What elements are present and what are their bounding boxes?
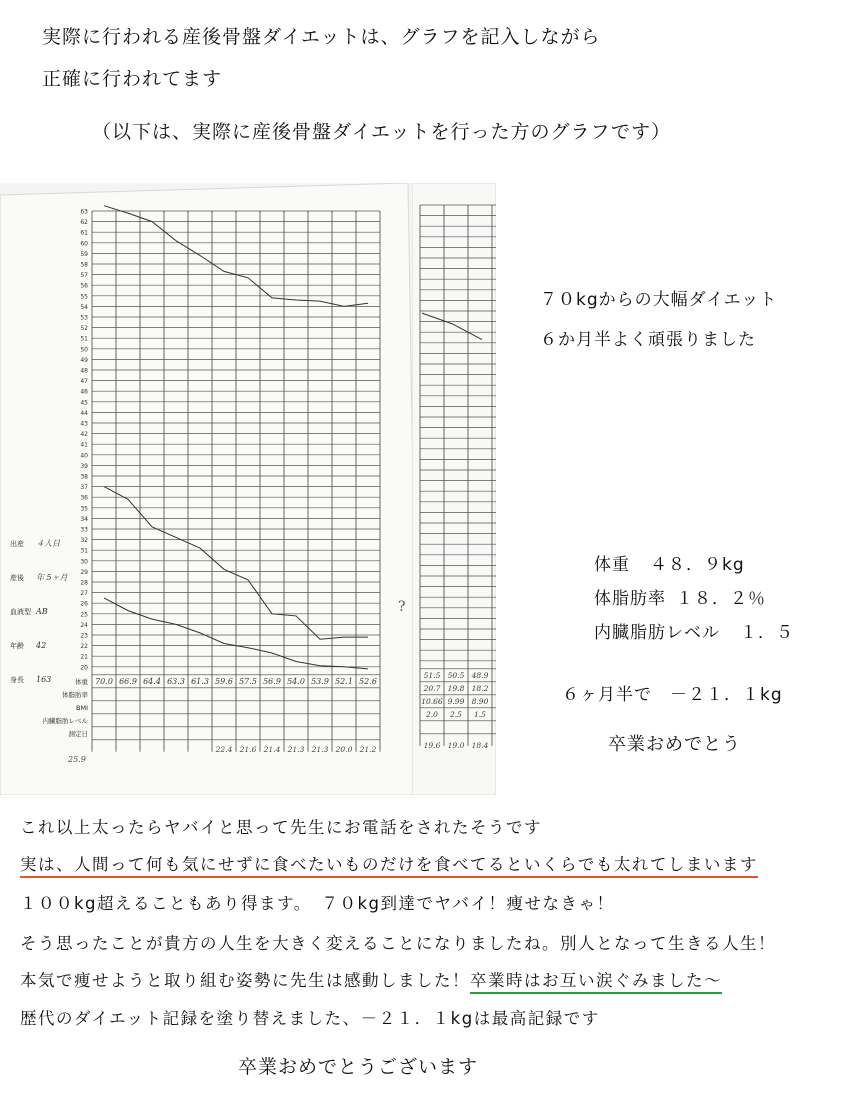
stat-bodyfat-label: 体脂肪率 xyxy=(594,589,666,609)
y-tick-label: 23 xyxy=(80,632,88,640)
headline-1: ７０kgからの大幅ダイエット xyxy=(540,290,778,310)
headline-2: ６か月半よく頑張りました xyxy=(540,330,756,350)
table-row-label: BMI xyxy=(76,703,88,712)
footer-number: 21.3 xyxy=(311,744,329,754)
table-value: 10.66 xyxy=(421,696,443,706)
y-tick-label: 46 xyxy=(80,388,88,396)
weight-chart-sheet xyxy=(0,183,418,795)
y-tick-label: 42 xyxy=(80,431,88,439)
table-row-label: 測定日 xyxy=(68,729,88,738)
y-tick-label: 60 xyxy=(80,240,88,248)
profile-label: 年齢 xyxy=(10,642,24,650)
profile-label: 身長 xyxy=(10,676,24,684)
weight-chart-continuation-sheet xyxy=(412,183,496,795)
body-line-3: １００kg超えることもあり得ます。 ７０kg到達でヤバイ！痩せなきゃ！ xyxy=(20,894,615,913)
footer-number: 21.4 xyxy=(263,744,281,754)
table-value: 51.5 xyxy=(423,670,441,680)
profile-value: AB xyxy=(36,607,48,616)
y-tick-label: 59 xyxy=(80,250,88,258)
weight-value: 59.6 xyxy=(215,676,233,686)
profile-value: 163 xyxy=(36,675,52,684)
y-tick-label: 38 xyxy=(80,473,88,481)
y-tick-label: 36 xyxy=(80,494,88,502)
intro-line-3: （以下は、実際に産後骨盤ダイエットを行った方のグラフです） xyxy=(92,121,672,143)
footer-number: 19.0 xyxy=(447,740,465,750)
y-tick-label: 29 xyxy=(80,568,88,576)
y-tick-label: 48 xyxy=(80,367,88,375)
footer-number: 22.4 xyxy=(215,744,233,754)
congrats-text: 卒業おめでとう xyxy=(608,734,741,755)
table-value: 19.8 xyxy=(447,683,465,693)
result-text: ６ヶ月半で －２１．１kg xyxy=(562,685,783,705)
body-line-5 xyxy=(20,967,722,991)
table-value: 50.5 xyxy=(447,670,465,680)
table-value: 1.5 xyxy=(474,709,486,719)
table-value: 9.99 xyxy=(447,696,465,706)
table-value: 8.90 xyxy=(471,696,489,706)
y-tick-label: 41 xyxy=(80,441,88,449)
y-tick-label: 53 xyxy=(80,314,88,322)
y-tick-label: 28 xyxy=(80,579,88,587)
footer-number: 21.6 xyxy=(239,744,257,754)
y-tick-label: 57 xyxy=(80,272,88,280)
y-tick-label: 32 xyxy=(80,537,88,545)
intro-line-2: 正確に行われてます xyxy=(42,68,223,90)
profile-label: 産後 xyxy=(10,574,24,582)
weight-value: 52.1 xyxy=(335,676,353,686)
table-value: 2.0 xyxy=(426,709,438,719)
y-tick-label: 61 xyxy=(80,229,88,237)
footer-number: 21.3 xyxy=(287,744,305,754)
body-line-5a: 本気で痩せようと取り組む姿勢に先生は感動しました！ xyxy=(20,971,470,990)
y-tick-label: 52 xyxy=(80,325,88,333)
footer-number: 19.6 xyxy=(423,740,441,750)
table-value: 18.2 xyxy=(471,683,489,693)
weight-value: 61.3 xyxy=(191,676,209,686)
stat-bodyfat-value: １８．２％ xyxy=(676,589,766,609)
body-line-5b: 卒業時はお互い涙ぐみました～ xyxy=(470,971,722,994)
y-tick-label: 54 xyxy=(80,303,88,311)
y-tick-label: 30 xyxy=(80,558,88,566)
y-tick-label: 56 xyxy=(80,282,88,290)
weight-value: 64.4 xyxy=(143,676,161,686)
y-tick-label: 40 xyxy=(80,452,88,460)
y-tick-label: 49 xyxy=(80,356,88,364)
pen-mark: ? xyxy=(398,599,406,615)
closing-text: 卒業おめでとうございます xyxy=(238,1056,479,1078)
weight-chart-photo xyxy=(0,183,418,795)
y-tick-label: 44 xyxy=(80,409,88,417)
intro-line-1: 実際に行われる産後骨盤ダイエットは、グラフを記入しながら xyxy=(42,26,601,48)
profile-label: 出産 xyxy=(10,540,24,548)
y-tick-label: 25 xyxy=(80,611,88,619)
y-tick-label: 63 xyxy=(80,208,88,216)
y-tick-label: 43 xyxy=(80,420,88,428)
stat-weight-label: 体重 xyxy=(594,555,630,575)
body-line-1: これ以上太ったらヤバイと思って先生にお電話をされたそうです xyxy=(20,818,542,837)
y-tick-label: 51 xyxy=(80,335,88,343)
table-value: 20.7 xyxy=(423,683,441,693)
body-line-6: 歴代のダイエット記録を塗り替えました、－２１．１kgは最高記録です xyxy=(20,1009,600,1028)
body-line-4: そう思ったことが貴方の人生を大きく変えることになりましたね。別人となって生きる人生！ xyxy=(20,934,776,953)
y-tick-label: 24 xyxy=(80,621,88,629)
weight-value: 63.3 xyxy=(167,676,185,686)
y-tick-label: 37 xyxy=(80,484,88,492)
weight-value: 52.6 xyxy=(359,676,377,686)
y-tick-label: 20 xyxy=(80,664,88,672)
weight-chart-continuation-photo xyxy=(412,183,496,795)
weight-value: 53.9 xyxy=(311,676,329,686)
profile-label: 血液型 xyxy=(10,608,31,616)
y-tick-label: 39 xyxy=(80,462,88,470)
stat-weight-value: ４８．９kg xyxy=(650,555,745,575)
stat-visceral-label: 内臓脂肪レベル xyxy=(594,623,720,643)
weight-value: 54.0 xyxy=(287,676,305,686)
y-tick-label: 31 xyxy=(80,547,88,555)
table-value: 2.5 xyxy=(450,709,462,719)
footer-number: 25.9 xyxy=(68,754,86,764)
y-tick-label: 22 xyxy=(80,643,88,651)
weight-value: 57.5 xyxy=(239,676,257,686)
weight-value: 66.9 xyxy=(119,676,137,686)
profile-value: 42 xyxy=(36,641,47,650)
y-tick-label: 58 xyxy=(80,261,88,269)
table-value: 48.9 xyxy=(471,670,489,680)
footer-number: 20.0 xyxy=(335,744,353,754)
profile-value: 年 5ヶ月 xyxy=(36,573,68,582)
stat-visceral-value: １．５ xyxy=(740,623,794,643)
weight-value: 70.0 xyxy=(95,676,113,686)
y-tick-label: 50 xyxy=(80,346,88,354)
y-tick-label: 34 xyxy=(80,515,88,523)
y-tick-label: 62 xyxy=(80,219,88,227)
y-tick-label: 21 xyxy=(80,653,88,661)
footer-number: 18.4 xyxy=(471,740,489,750)
body-line-2-wrap xyxy=(20,851,848,875)
table-row-label: 内臓脂肪レベル xyxy=(42,716,88,725)
profile-value: ４人目 xyxy=(36,539,60,548)
body-line-2: 実は、人間って何も気にせずに食べたいものだけを食べてるといくらでも太れてしまいます xyxy=(20,855,758,878)
y-tick-label: 35 xyxy=(80,505,88,513)
footer-number: 21.2 xyxy=(359,744,377,754)
y-tick-label: 33 xyxy=(80,526,88,534)
table-row-label: 体重 xyxy=(75,677,88,686)
table-row-label: 体脂肪率 xyxy=(62,690,88,699)
y-tick-label: 45 xyxy=(80,399,88,407)
y-tick-label: 27 xyxy=(80,590,88,598)
weight-value: 56.9 xyxy=(263,676,281,686)
y-tick-label: 26 xyxy=(80,600,88,608)
y-tick-label: 55 xyxy=(80,293,88,301)
y-tick-label: 47 xyxy=(80,378,88,386)
